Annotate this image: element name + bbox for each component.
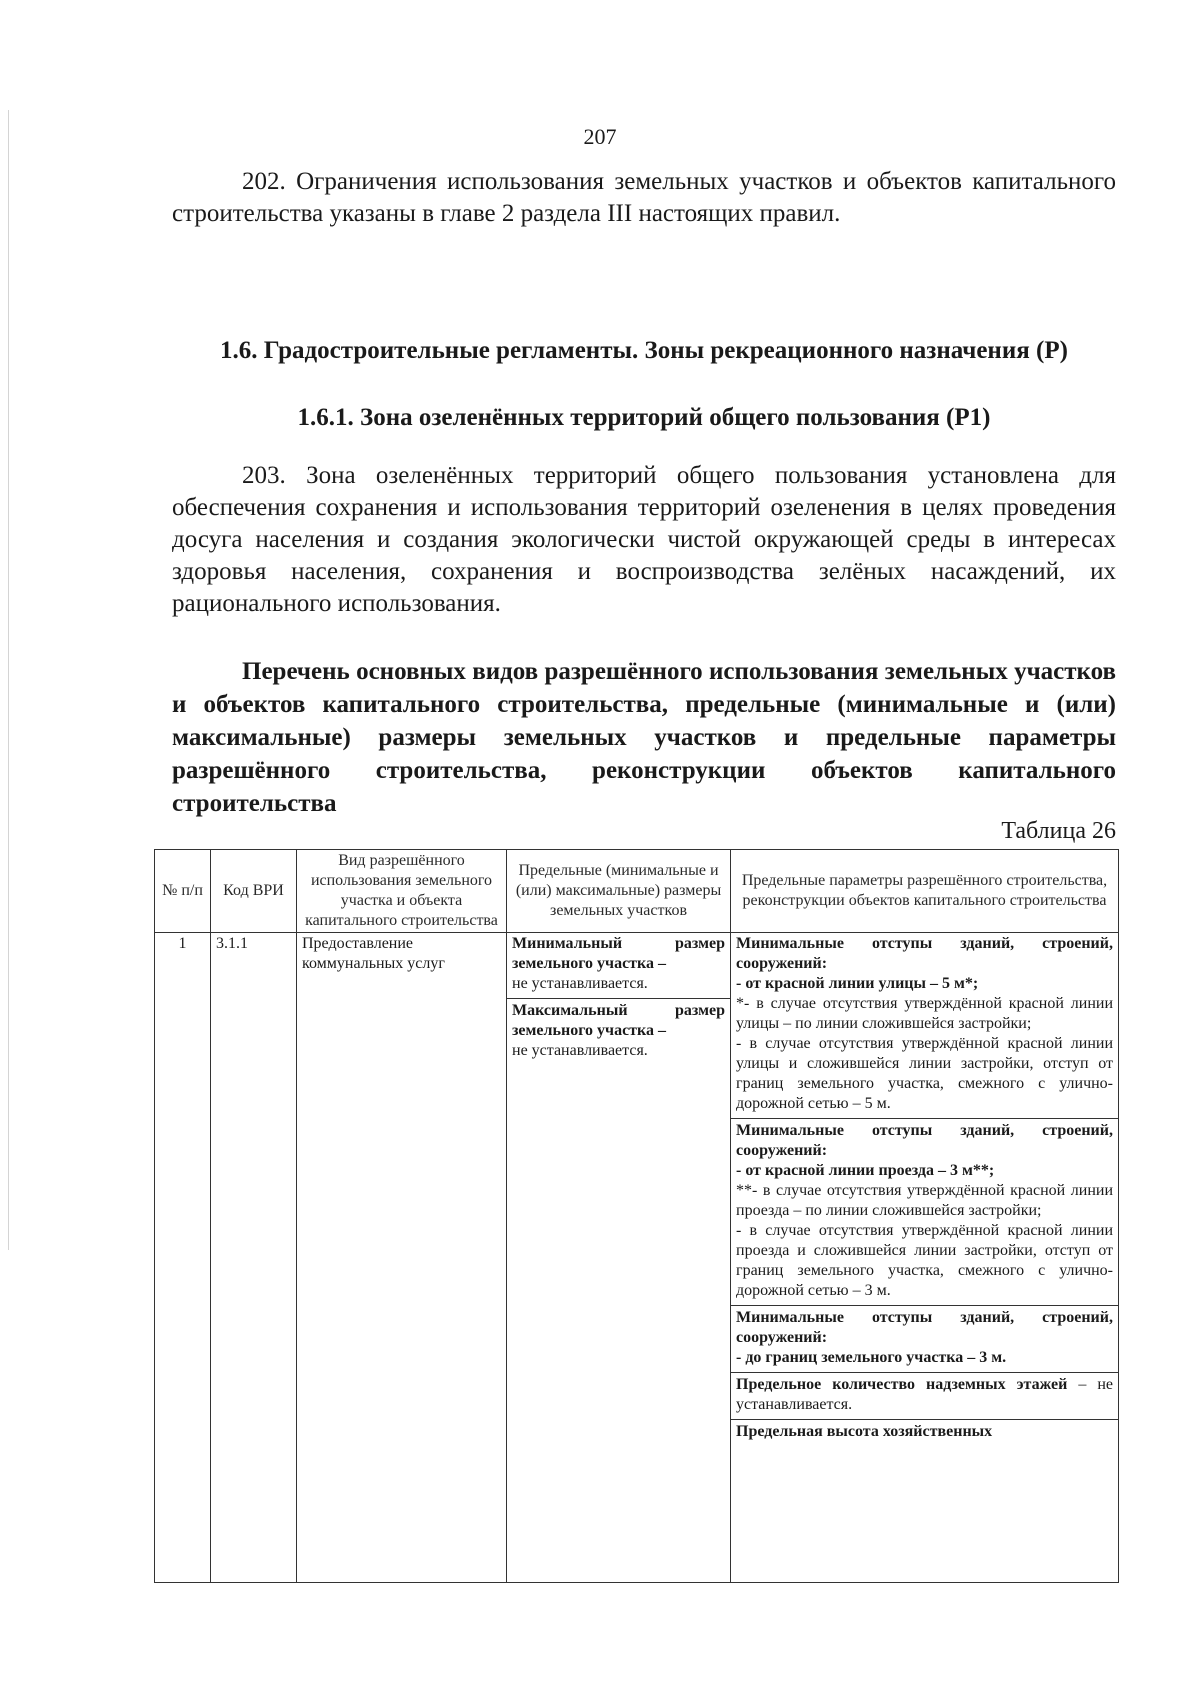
param-block-height bbox=[731, 1419, 1118, 1442]
param-street-title: Минимальные отступы зданий, строений, сооружений: bbox=[736, 935, 1113, 972]
max-size-value: не устанавливается. bbox=[512, 1042, 648, 1059]
cell-code: 3.1.1 bbox=[211, 933, 297, 1583]
header-code: Код ВРИ bbox=[211, 850, 297, 933]
max-size-block bbox=[507, 998, 730, 1061]
subsection-heading-1-6-1: 1.6.1. Зона озеленённых территорий общего пользования (Р1) bbox=[297, 404, 991, 431]
min-size-value: не устанавливается. bbox=[512, 975, 648, 992]
cell-params bbox=[731, 933, 1119, 1583]
header-params: Предельные параметры разрешённого строительства, реконструкции объектов капитального строительства bbox=[731, 850, 1119, 933]
cell-type: Предоставление коммунальных услуг bbox=[297, 933, 507, 1583]
list-title bbox=[172, 655, 1116, 820]
section-heading-1-6: 1.6. Градостроительные регламенты. Зоны рекреационного назначения (Р) bbox=[220, 337, 1068, 364]
paragraph-202 bbox=[172, 166, 1116, 230]
header-type: Вид разрешённого использования земельного участка и объекта капитального строительства bbox=[297, 850, 507, 933]
table-caption: Таблица 26 bbox=[1001, 818, 1116, 844]
param-driveway-title: Минимальные отступы зданий, строений, сооружений: bbox=[736, 1122, 1113, 1159]
table-row bbox=[155, 933, 1119, 1583]
param-height-title: Предельная высота хозяйственных bbox=[736, 1423, 993, 1440]
table-header-row bbox=[155, 850, 1119, 933]
page-number: 207 bbox=[583, 124, 617, 149]
param-floors-title: Предельное количество надземных этажей bbox=[736, 1376, 1068, 1393]
param-boundary-title: Минимальные отступы зданий, строений, сооружений: bbox=[736, 1309, 1113, 1346]
cell-sizes bbox=[507, 933, 731, 1583]
param-driveway-main: - от красной линии проезда – 3 м**; bbox=[736, 1162, 995, 1179]
param-boundary-main: - до границ земельного участка – 3 м. bbox=[736, 1349, 1007, 1366]
param-street-main: - от красной линии улицы – 5 м*; bbox=[736, 975, 979, 992]
max-size-label: Максимальный размер земельного участка – bbox=[512, 1002, 725, 1039]
param-block-floors bbox=[731, 1372, 1118, 1415]
cell-num: 1 bbox=[155, 933, 211, 1583]
min-size-label: Минимальный размер земельного участка – bbox=[512, 935, 725, 972]
param-block-boundary bbox=[731, 1305, 1118, 1368]
param-driveway-note: **- в случае отсутствия утверждённой красной линии проезда – по линии сложившейся застройки; - в случае отсутствия утверждённой красной линии проезда и сложившейся линии застройки, отступ от границ земельного участка, смежного с улично-дорожной сетью – 3 м. bbox=[736, 1182, 1113, 1299]
list-title-text: Перечень основных видов разрешённого использования земельных участков и объектов капитального строительства, предельные (минимальные и (или) максимальные) размеры земельных участков и предельные параметры разрешённого строительства, реконструкции объектов капитального строительства bbox=[172, 658, 1116, 817]
header-sizes: Предельные (минимальные и (или) максимальные) размеры земельных участков bbox=[507, 850, 731, 933]
param-block-street bbox=[736, 934, 1113, 1114]
paragraph-203-text: 203. Зона озеленённых территорий общего пользования установлена для обеспечения сохранения и использования территорий озеленения в целях проведения досуга населения и создания экологически чистой окружающей среды в интересах здоровья населения, сохранения и воспроизводства зелёных насаждений, их рационального использования. bbox=[172, 462, 1116, 617]
paragraph-203 bbox=[172, 460, 1116, 620]
scan-margin-line bbox=[8, 110, 9, 1250]
param-floors-value: – не устанавливается. bbox=[736, 1376, 1113, 1413]
param-street-note: *- в случае отсутствия утверждённой красной линии улицы – по линии сложившейся застройки; - в случае отсутствия утверждённой красной линии улицы и сложившейся линии застройки, отступ от границ земельного участка, смежного с улично-дорожной сетью – 5 м. bbox=[736, 995, 1113, 1112]
regulation-table bbox=[154, 849, 1119, 1583]
header-num: № п/п bbox=[155, 850, 211, 933]
param-block-driveway bbox=[731, 1118, 1118, 1301]
paragraph-202-text: 202. Ограничения использования земельных участков и объектов капитального строительства указаны в главе 2 раздела III настоящих правил. bbox=[172, 168, 1116, 227]
